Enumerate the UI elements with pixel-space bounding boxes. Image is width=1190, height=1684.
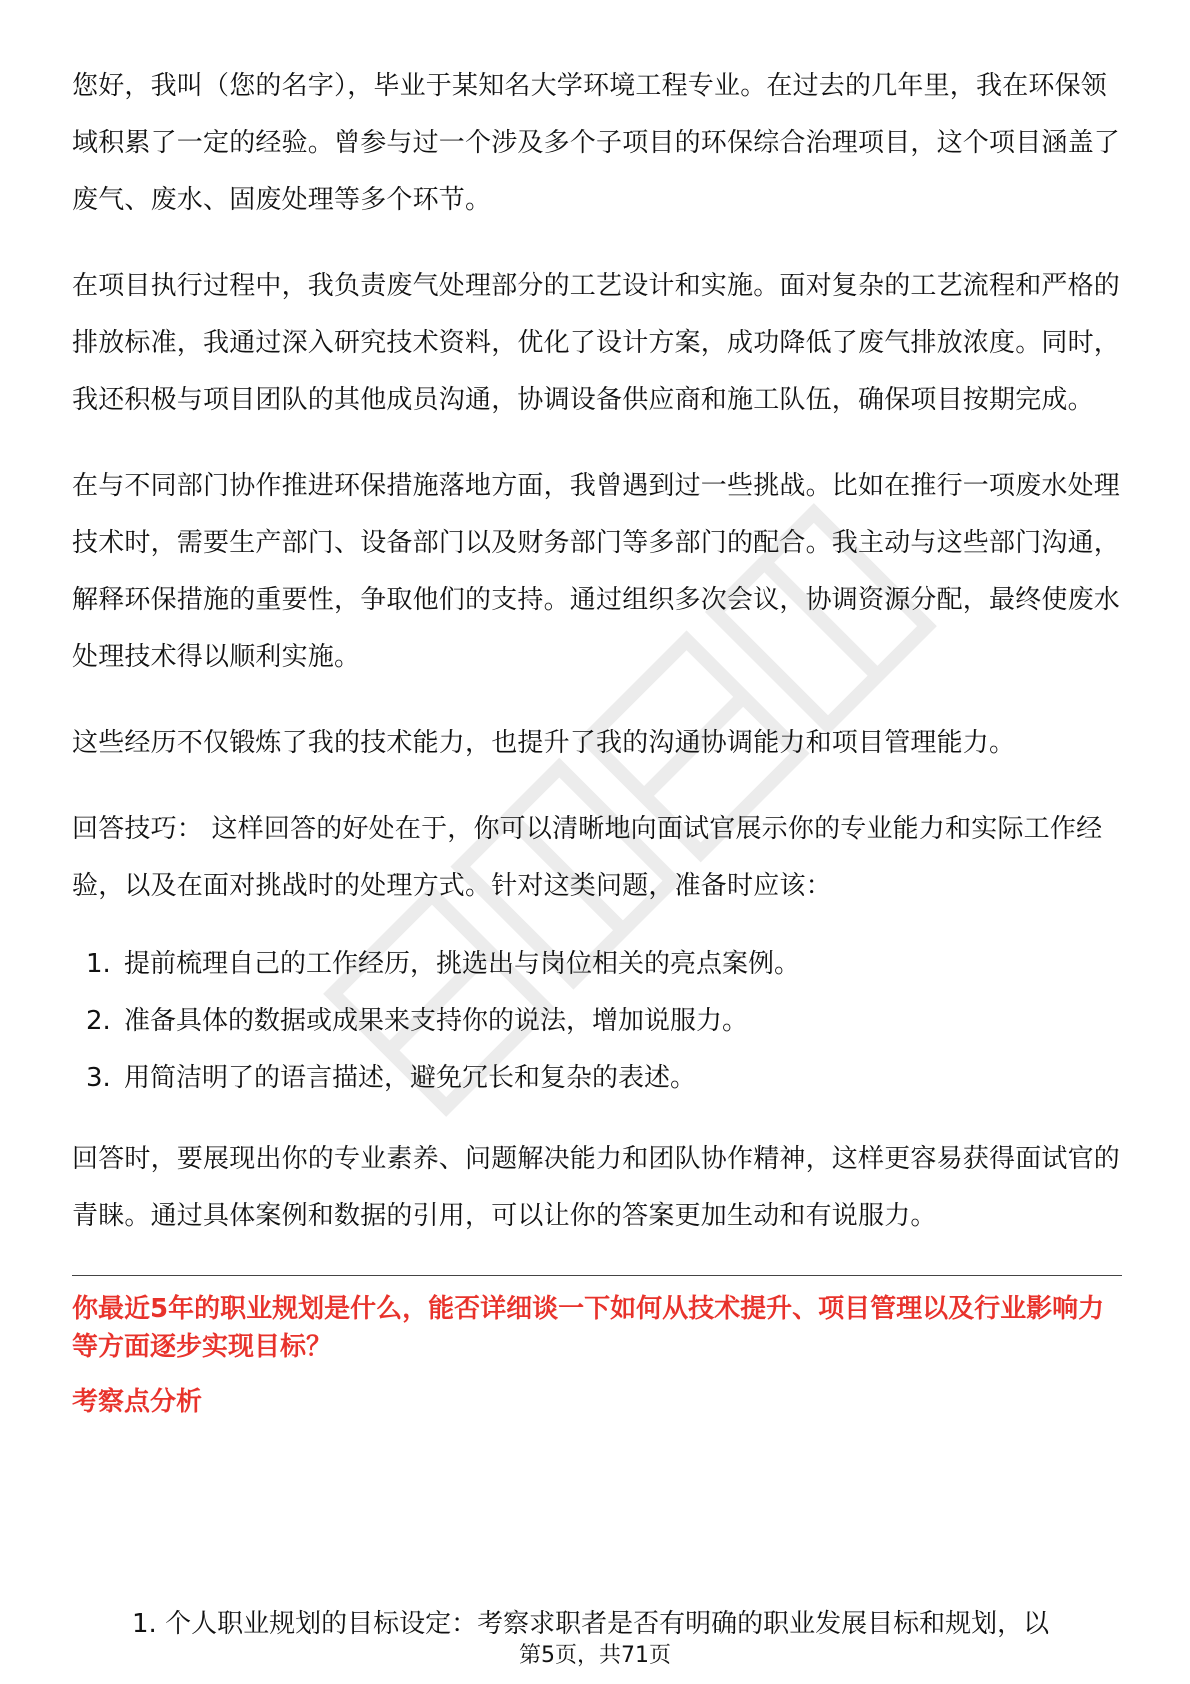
paragraph-summary: 这些经历不仅锻炼了我的技术能力，也提升了我的沟通协调能力和项目管理能力。 bbox=[72, 728, 1016, 758]
list-item bbox=[72, 993, 1122, 1050]
partial-line-text: 1. 个人职业规划的目标设定：考察求职者是否有明确的职业发展目标和规划，以 bbox=[132, 1609, 1050, 1639]
section-heading: 考察点分析 bbox=[72, 1387, 203, 1417]
paragraph-collaboration: 在与不同部门协作推进环保措施落地方面，我曾遇到过一些挑战。比如在推行一项废水处理技术时，需要生产部门、设备部门以及财务部门等多部门的配合。我主动与这些部门沟通，解释环保措施的重要性，争取他们的支持。通过组织多次会议，协调资源分配，最终使废水处理技术得以顺利实施。 bbox=[72, 471, 1121, 672]
next-question-title: 你最近5年的职业规划是什么，能否详细谈一下如何从技术提升、项目管理以及行业影响力等方面逐步实现目标？ bbox=[72, 1294, 1105, 1362]
list-item-text: 提前梳理自己的工作经历，挑选出与岗位相关的亮点案例。 bbox=[124, 949, 801, 979]
list-item-number: 1. bbox=[86, 949, 111, 979]
page-number: 第5页，共71页 bbox=[515, 1643, 675, 1668]
list-item bbox=[72, 936, 1122, 993]
paragraph-intro: 您好，我叫（您的名字），毕业于某知名大学环境工程专业。在过去的几年里，我在环保领域积累了一定的经验。曾参与过一个涉及多个子项目的环保综合治理项目，这个项目涵盖了废气、废水、固废处理等多个环节。 bbox=[72, 71, 1121, 215]
list-item-number: 2. bbox=[86, 1006, 111, 1036]
section-divider bbox=[72, 1275, 1122, 1276]
list-item-text: 用简洁明了的语言描述，避免冗长和复杂的表述。 bbox=[124, 1063, 697, 1093]
document-body bbox=[72, 58, 1122, 1422]
paragraph-answer-tips: 回答技巧： 这样回答的好处在于，你可以清晰地向面试官展示你的专业能力和实际工作经验，以及在面对挑战时的处理方式。针对这类问题，准备时应该： bbox=[72, 814, 1103, 901]
paragraph-closing: 回答时，要展现出你的专业素养、问题解决能力和团队协作精神，这样更容易获得面试官的青睐。通过具体案例和数据的引用，可以让你的答案更加生动和有说服力。 bbox=[72, 1144, 1121, 1231]
list-item-number: 3. bbox=[86, 1063, 111, 1093]
list-item-text: 准备具体的数据或成果来支持你的说法，增加说服力。 bbox=[124, 1006, 749, 1036]
page-footer bbox=[0, 1638, 1190, 1669]
paragraph-project-execution: 在项目执行过程中，我负责废气处理部分的工艺设计和实施。面对复杂的工艺流程和严格的排放标准，我通过深入研究技术资料，优化了设计方案，成功降低了废气排放浓度。同时，我还积极与项目团队的其他成员沟通，协调设备供应商和施工队伍，确保项目按期完成。 bbox=[72, 271, 1121, 415]
list-item bbox=[72, 1050, 1122, 1107]
tips-list bbox=[72, 936, 1122, 1107]
